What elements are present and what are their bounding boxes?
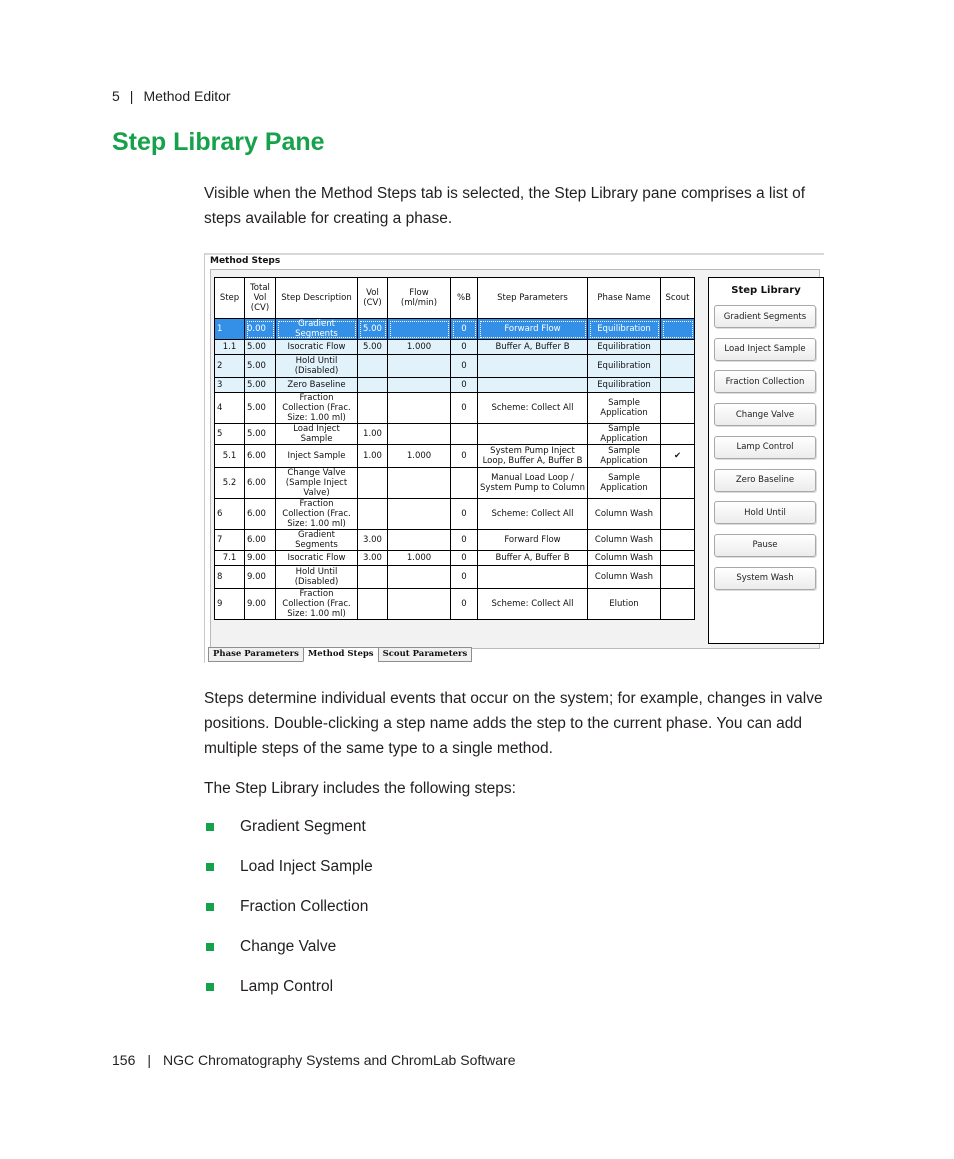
- chapter-number: 5: [112, 88, 120, 104]
- table-cell[interactable]: Equilibration: [588, 319, 661, 340]
- table-row[interactable]: [215, 530, 695, 551]
- table-cell[interactable]: [478, 424, 588, 445]
- tab-bar: [208, 647, 471, 661]
- column-header[interactable]: Vol (CV): [358, 278, 388, 319]
- table-cell[interactable]: Sample Application: [588, 468, 661, 499]
- table-cell[interactable]: [478, 566, 588, 589]
- table-cell[interactable]: 0: [451, 378, 478, 393]
- table-row[interactable]: [215, 393, 695, 424]
- table-cell[interactable]: Load Inject Sample: [276, 424, 358, 445]
- table-cell[interactable]: 4: [215, 393, 245, 424]
- table-cell[interactable]: Buffer A, Buffer B: [478, 551, 588, 566]
- table-cell[interactable]: 0.00: [245, 319, 276, 340]
- running-head-separator: |: [129, 88, 134, 104]
- table-cell[interactable]: [358, 468, 388, 499]
- steps-description-paragraph: Steps determine individual events that occur on the system; for example, changes in valve positions. Double-clicking a step name adds the step to the current phase. You can add multiple steps of the same type to a single method.: [204, 690, 823, 757]
- library-step-button[interactable]: System Wash: [714, 567, 816, 590]
- table-cell[interactable]: [358, 566, 388, 589]
- table-cell[interactable]: 5.00: [245, 340, 276, 355]
- chapter-title: Method Editor: [143, 88, 231, 104]
- table-cell[interactable]: 6.00: [245, 445, 276, 468]
- table-row[interactable]: [215, 468, 695, 499]
- method-steps-table: [214, 277, 695, 620]
- table-cell[interactable]: 7: [215, 530, 245, 551]
- column-header[interactable]: Step: [215, 278, 245, 319]
- table-cell[interactable]: Hold Until (Disabled): [276, 355, 358, 378]
- table-cell[interactable]: Gradient Segments: [276, 530, 358, 551]
- table-cell[interactable]: [661, 393, 695, 424]
- library-step-button[interactable]: Gradient Segments: [714, 305, 816, 328]
- table-cell[interactable]: 5.00: [245, 424, 276, 445]
- table-cell[interactable]: 5.1: [215, 445, 245, 468]
- table-row[interactable]: [215, 424, 695, 445]
- table-cell[interactable]: 0: [451, 445, 478, 468]
- column-header[interactable]: Step Parameters: [478, 278, 588, 319]
- table-cell[interactable]: [358, 355, 388, 378]
- table-cell[interactable]: Elution: [588, 589, 661, 620]
- screenshot-top-border: [204, 253, 824, 255]
- table-cell[interactable]: [388, 468, 451, 499]
- table-cell[interactable]: Column Wash: [588, 566, 661, 589]
- table-cell[interactable]: 5.00: [358, 340, 388, 355]
- table-cell[interactable]: Hold Until (Disabled): [276, 566, 358, 589]
- table-cell[interactable]: 1.1: [215, 340, 245, 355]
- table-cell[interactable]: 5.00: [358, 319, 388, 340]
- table-cell[interactable]: 0: [451, 530, 478, 551]
- table-cell[interactable]: [661, 499, 695, 530]
- table-cell[interactable]: Fraction Collection (Frac. Size: 1.00 ml): [276, 499, 358, 530]
- table-cell[interactable]: 1.000: [388, 340, 451, 355]
- table-cell[interactable]: 3.00: [358, 530, 388, 551]
- list-item: [204, 855, 373, 895]
- table-cell[interactable]: Fraction Collection (Frac. Size: 1.00 ml): [276, 393, 358, 424]
- tab[interactable]: Scout Parameters: [378, 647, 473, 662]
- table-cell[interactable]: [661, 566, 695, 589]
- table-cell[interactable]: Equilibration: [588, 355, 661, 378]
- table-cell[interactable]: 6: [215, 499, 245, 530]
- column-header[interactable]: Scout: [661, 278, 695, 319]
- table-cell[interactable]: 0: [451, 355, 478, 378]
- table-header-row: [215, 278, 695, 319]
- table-cell[interactable]: [478, 355, 588, 378]
- page-number: 156: [112, 1052, 136, 1068]
- table-cell[interactable]: 0: [451, 319, 478, 340]
- table-cell[interactable]: [388, 378, 451, 393]
- table-cell[interactable]: ✔: [661, 445, 695, 468]
- list-item: [204, 815, 373, 855]
- table-cell[interactable]: Column Wash: [588, 551, 661, 566]
- table-cell[interactable]: Inject Sample: [276, 445, 358, 468]
- column-header[interactable]: Phase Name: [588, 278, 661, 319]
- table-cell[interactable]: 1.000: [388, 551, 451, 566]
- table-cell[interactable]: Manual Load Loop / System Pump to Column: [478, 468, 588, 499]
- step-library-pane: [708, 277, 824, 644]
- table-cell[interactable]: 9.00: [245, 551, 276, 566]
- method-steps-screenshot: [204, 253, 824, 663]
- table-row[interactable]: [215, 355, 695, 378]
- table-cell[interactable]: 5.00: [245, 378, 276, 393]
- table-cell[interactable]: [388, 393, 451, 424]
- table-cell[interactable]: [478, 378, 588, 393]
- table-cell[interactable]: [358, 393, 388, 424]
- table-cell[interactable]: 3.00: [358, 551, 388, 566]
- table-cell[interactable]: [661, 355, 695, 378]
- list-item-label: Gradient Segment: [240, 818, 366, 835]
- table-cell[interactable]: Isocratic Flow: [276, 551, 358, 566]
- table-cell[interactable]: Sample Application: [588, 445, 661, 468]
- table-row[interactable]: [215, 340, 695, 355]
- table-cell[interactable]: 7.1: [215, 551, 245, 566]
- library-step-button[interactable]: Hold Until: [714, 501, 816, 524]
- table-cell[interactable]: 3: [215, 378, 245, 393]
- column-header[interactable]: Flow (ml/min): [388, 278, 451, 319]
- bullet-square-icon: [206, 943, 214, 951]
- page-footer: [112, 1052, 515, 1068]
- column-header[interactable]: Total Vol (CV): [245, 278, 276, 319]
- library-list-intro: The Step Library includes the following steps:: [204, 780, 516, 797]
- table-cell[interactable]: [358, 499, 388, 530]
- library-step-button[interactable]: Change Valve: [714, 403, 816, 426]
- bullet-square-icon: [206, 903, 214, 911]
- table-cell[interactable]: Isocratic Flow: [276, 340, 358, 355]
- table-cell[interactable]: [388, 530, 451, 551]
- step-list: [204, 815, 373, 1015]
- table-cell[interactable]: 9.00: [245, 566, 276, 589]
- table-cell[interactable]: [388, 319, 451, 340]
- table-cell[interactable]: 5.00: [245, 393, 276, 424]
- column-header[interactable]: Step Description: [276, 278, 358, 319]
- table-cell[interactable]: Zero Baseline: [276, 378, 358, 393]
- table-cell[interactable]: Scheme: Collect All: [478, 393, 588, 424]
- library-step-button[interactable]: Lamp Control: [714, 436, 816, 459]
- footer-separator: |: [147, 1052, 151, 1068]
- table-row[interactable]: [215, 499, 695, 530]
- table-cell[interactable]: Forward Flow: [478, 530, 588, 551]
- bullet-square-icon: [206, 983, 214, 991]
- page-title: Step Library Pane: [112, 128, 325, 156]
- tab[interactable]: Phase Parameters: [208, 647, 304, 662]
- table-row[interactable]: [215, 378, 695, 393]
- table-cell[interactable]: Gradient Segments: [276, 319, 358, 340]
- table-cell[interactable]: [358, 589, 388, 620]
- table-cell[interactable]: 0: [451, 551, 478, 566]
- table-cell[interactable]: [388, 355, 451, 378]
- table-cell[interactable]: Equilibration: [588, 378, 661, 393]
- table-cell[interactable]: Column Wash: [588, 499, 661, 530]
- table-cell[interactable]: 9.00: [245, 589, 276, 620]
- table-cell[interactable]: 5.00: [245, 355, 276, 378]
- table-cell[interactable]: [388, 589, 451, 620]
- library-step-button[interactable]: Zero Baseline: [714, 469, 816, 492]
- table-cell[interactable]: 1.00: [358, 424, 388, 445]
- window-title: Method Steps: [210, 256, 281, 266]
- table-cell[interactable]: [358, 378, 388, 393]
- table-cell[interactable]: 0: [451, 499, 478, 530]
- screenshot-left-border: [204, 253, 205, 663]
- table-row[interactable]: [215, 319, 695, 340]
- library-step-button[interactable]: Fraction Collection: [714, 370, 816, 393]
- table-cell[interactable]: 0: [451, 393, 478, 424]
- table-cell[interactable]: 0: [451, 566, 478, 589]
- table-cell[interactable]: [661, 589, 695, 620]
- library-step-button[interactable]: Load Inject Sample: [714, 338, 816, 361]
- list-item: [204, 935, 373, 975]
- table-cell[interactable]: [451, 424, 478, 445]
- table-cell[interactable]: 8: [215, 566, 245, 589]
- table-cell[interactable]: [661, 319, 695, 340]
- running-head: [112, 88, 231, 104]
- table-cell[interactable]: 0: [451, 589, 478, 620]
- table-cell[interactable]: Forward Flow: [478, 319, 588, 340]
- table-cell[interactable]: [661, 424, 695, 445]
- table-cell[interactable]: Equilibration: [588, 340, 661, 355]
- table-cell[interactable]: 6.00: [245, 530, 276, 551]
- table-cell[interactable]: Scheme: Collect All: [478, 589, 588, 620]
- table-cell[interactable]: Scheme: Collect All: [478, 499, 588, 530]
- table-cell[interactable]: [661, 378, 695, 393]
- table-cell[interactable]: 5.2: [215, 468, 245, 499]
- table-cell[interactable]: Buffer A, Buffer B: [478, 340, 588, 355]
- list-item: [204, 895, 373, 935]
- table-cell[interactable]: 5: [215, 424, 245, 445]
- table-cell[interactable]: [661, 530, 695, 551]
- table-cell[interactable]: [388, 566, 451, 589]
- table-cell[interactable]: 1: [215, 319, 245, 340]
- table-cell[interactable]: Change Valve (Sample Inject Valve): [276, 468, 358, 499]
- table-cell[interactable]: 0: [451, 340, 478, 355]
- bullet-square-icon: [206, 863, 214, 871]
- table-cell[interactable]: [661, 340, 695, 355]
- list-item-label: Change Valve: [240, 938, 337, 955]
- list-item-label: Load Inject Sample: [240, 858, 373, 875]
- table-cell[interactable]: System Pump Inject Loop, Buffer A, Buffer B: [478, 445, 588, 468]
- table-row[interactable]: [215, 566, 695, 589]
- table-cell[interactable]: 2: [215, 355, 245, 378]
- table-cell[interactable]: Sample Application: [588, 393, 661, 424]
- intro-paragraph: Visible when the Method Steps tab is selected, the Step Library pane comprises a list of steps available for creating a phase.: [204, 185, 806, 227]
- table-cell[interactable]: 1.00: [358, 445, 388, 468]
- method-steps-panel: [210, 269, 820, 649]
- table-cell[interactable]: 6.00: [245, 499, 276, 530]
- table-cell[interactable]: [388, 499, 451, 530]
- column-header[interactable]: %B: [451, 278, 478, 319]
- list-item: [204, 975, 373, 1015]
- bullet-square-icon: [206, 823, 214, 831]
- table-cell[interactable]: [661, 551, 695, 566]
- table-cell[interactable]: [388, 424, 451, 445]
- table-row[interactable]: [215, 551, 695, 566]
- book-title: NGC Chromatography Systems and ChromLab Software: [163, 1052, 516, 1068]
- table-cell[interactable]: 6.00: [245, 468, 276, 499]
- list-item-label: Lamp Control: [240, 978, 334, 995]
- table-cell[interactable]: [661, 468, 695, 499]
- table-cell[interactable]: Sample Application: [588, 424, 661, 445]
- table-row[interactable]: [215, 589, 695, 620]
- table-cell[interactable]: 1.000: [388, 445, 451, 468]
- table-cell[interactable]: Column Wash: [588, 530, 661, 551]
- table-cell[interactable]: [451, 468, 478, 499]
- table-cell[interactable]: Fraction Collection (Frac. Size: 1.00 ml): [276, 589, 358, 620]
- list-item-label: Fraction Collection: [240, 898, 369, 915]
- step-library-title: Step Library: [731, 285, 801, 296]
- tab[interactable]: Method Steps: [303, 647, 379, 662]
- table-cell[interactable]: 9: [215, 589, 245, 620]
- table-row[interactable]: [215, 445, 695, 468]
- library-step-button[interactable]: Pause: [714, 534, 816, 557]
